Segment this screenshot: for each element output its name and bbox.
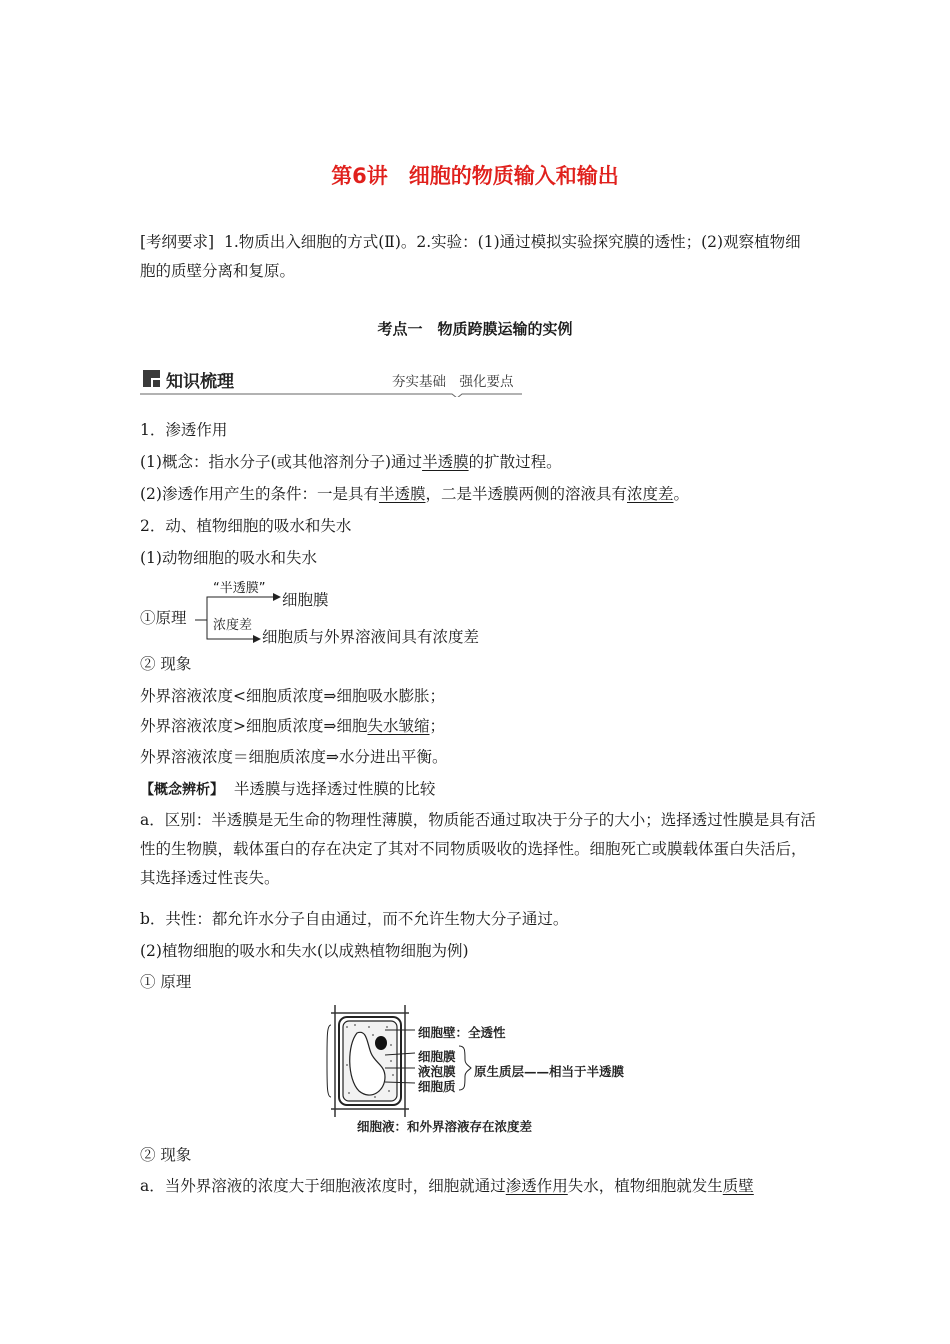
- label-cell-membrane: 细胞膜: [418, 1049, 456, 1064]
- exam-requirements: [140, 228, 816, 286]
- phenomenon-1: 外界溶液浓度<细胞质浓度⇒细胞吸水膨胀；: [140, 687, 445, 705]
- label-cytoplasm: 细胞质: [418, 1079, 456, 1094]
- concept-underlined: 半透膜: [422, 453, 469, 471]
- cond-underlined-2: 浓度差: [627, 485, 674, 503]
- banner-subtitle: 夯实基础 强化要点: [392, 374, 514, 390]
- branch1-label: “半透膜”: [213, 581, 266, 596]
- osmosis-heading: 1．渗透作用: [140, 421, 228, 439]
- cond-text-mid: ，二是半透膜两侧的溶液具有: [425, 485, 627, 503]
- requirements-text: 1.物质出入细胞的方式(Ⅱ)。2.实验：(1)通过模拟实验探究膜的透性；(2)观察植物细胞的质壁分离和复原。: [140, 233, 801, 280]
- osmosis-concept: [140, 452, 562, 472]
- p2-text: 外界溶液浓度>细胞质浓度⇒细胞: [140, 717, 368, 735]
- osmosis-conditions: [140, 484, 689, 504]
- plant-a-underlined-2: 质壁: [722, 1177, 754, 1195]
- cond-underlined-1: 半透膜: [378, 485, 426, 503]
- p2-underlined: 失水皱缩: [367, 717, 430, 735]
- concept-note-b: b．共性：都允许水分子自由通过，而不允许生物大分子通过。: [140, 910, 569, 928]
- banner-underline: [140, 365, 522, 397]
- absorb-heading: 2．动、植物细胞的吸水和失水: [140, 517, 352, 535]
- banner-title: 知识梳理: [166, 372, 234, 392]
- phenomenon-2: [140, 716, 445, 736]
- plant-heading: (2)植物细胞的吸水和失水(以成熟植物细胞为例): [140, 942, 469, 960]
- cond-text: (2)渗透作用产生的条件：一是具有: [140, 485, 379, 503]
- p2-text-end: ；: [429, 717, 446, 735]
- concept-text: (1)概念：指水分子(或其他溶剂分子)通过: [140, 453, 423, 471]
- concept-note-heading: [140, 779, 435, 800]
- label-protoplast-layer: 原生质层——相当于半透膜: [474, 1064, 625, 1079]
- plant-a-underlined-1: 渗透作用: [505, 1177, 568, 1195]
- cond-text-end: 。: [673, 485, 690, 503]
- page-title: 第6讲 细胞的物质输入和输出: [331, 164, 619, 188]
- knowledge-banner: [140, 365, 522, 397]
- plant-phenomenon-a: [140, 1176, 754, 1196]
- plant-a-text: a．当外界溶液的浓度大于细胞液浓度时，细胞就通过: [140, 1177, 506, 1195]
- label-vacuole-membrane: 液泡膜: [418, 1064, 456, 1079]
- label-cell-sap: 细胞液：和外界溶液存在浓度差: [357, 1119, 533, 1134]
- plant-principle-label: ① 原理: [140, 973, 192, 991]
- concept-note-title: 半透膜与选择透过性膜的比较: [233, 780, 436, 798]
- animal-phenomenon-label: ② 现象: [140, 655, 192, 673]
- branch1-target: 细胞膜: [282, 591, 329, 609]
- animal-heading: (1)动物细胞的吸水和失水: [140, 549, 317, 567]
- section-title: 考点一 物质跨膜运输的实例: [377, 320, 573, 338]
- concept-note-tag: 【概念辨析】: [140, 782, 224, 798]
- phenomenon-3: 外界溶液浓度＝细胞质浓度⇒水分进出平衡。: [140, 748, 448, 766]
- branch2-target: 细胞质与外界溶液间具有浓度差: [262, 628, 480, 646]
- requirements-tag: [考纲要求]: [140, 233, 215, 251]
- plant-a-text-mid: 失水，植物细胞就发生: [567, 1177, 723, 1195]
- concept-note-a: a．区别：半透膜是无生命的物理性薄膜，物质能否通过取决于分子的大小；选择透过性膜是具有活性的生物膜，载体蛋白的存在决定了其对不同物质吸收的选择性。细胞死亡或膜载体蛋白失活后，其选择透过性丧失。: [140, 811, 816, 887]
- plant-phenomenon-label: ② 现象: [140, 1146, 192, 1164]
- label-cell-wall: 细胞壁：全透性: [418, 1025, 506, 1040]
- animal-principle-label: ①原理: [140, 609, 187, 627]
- concept-text-end: 的扩散过程。: [468, 453, 562, 471]
- branch2-label: 浓度差: [213, 618, 253, 633]
